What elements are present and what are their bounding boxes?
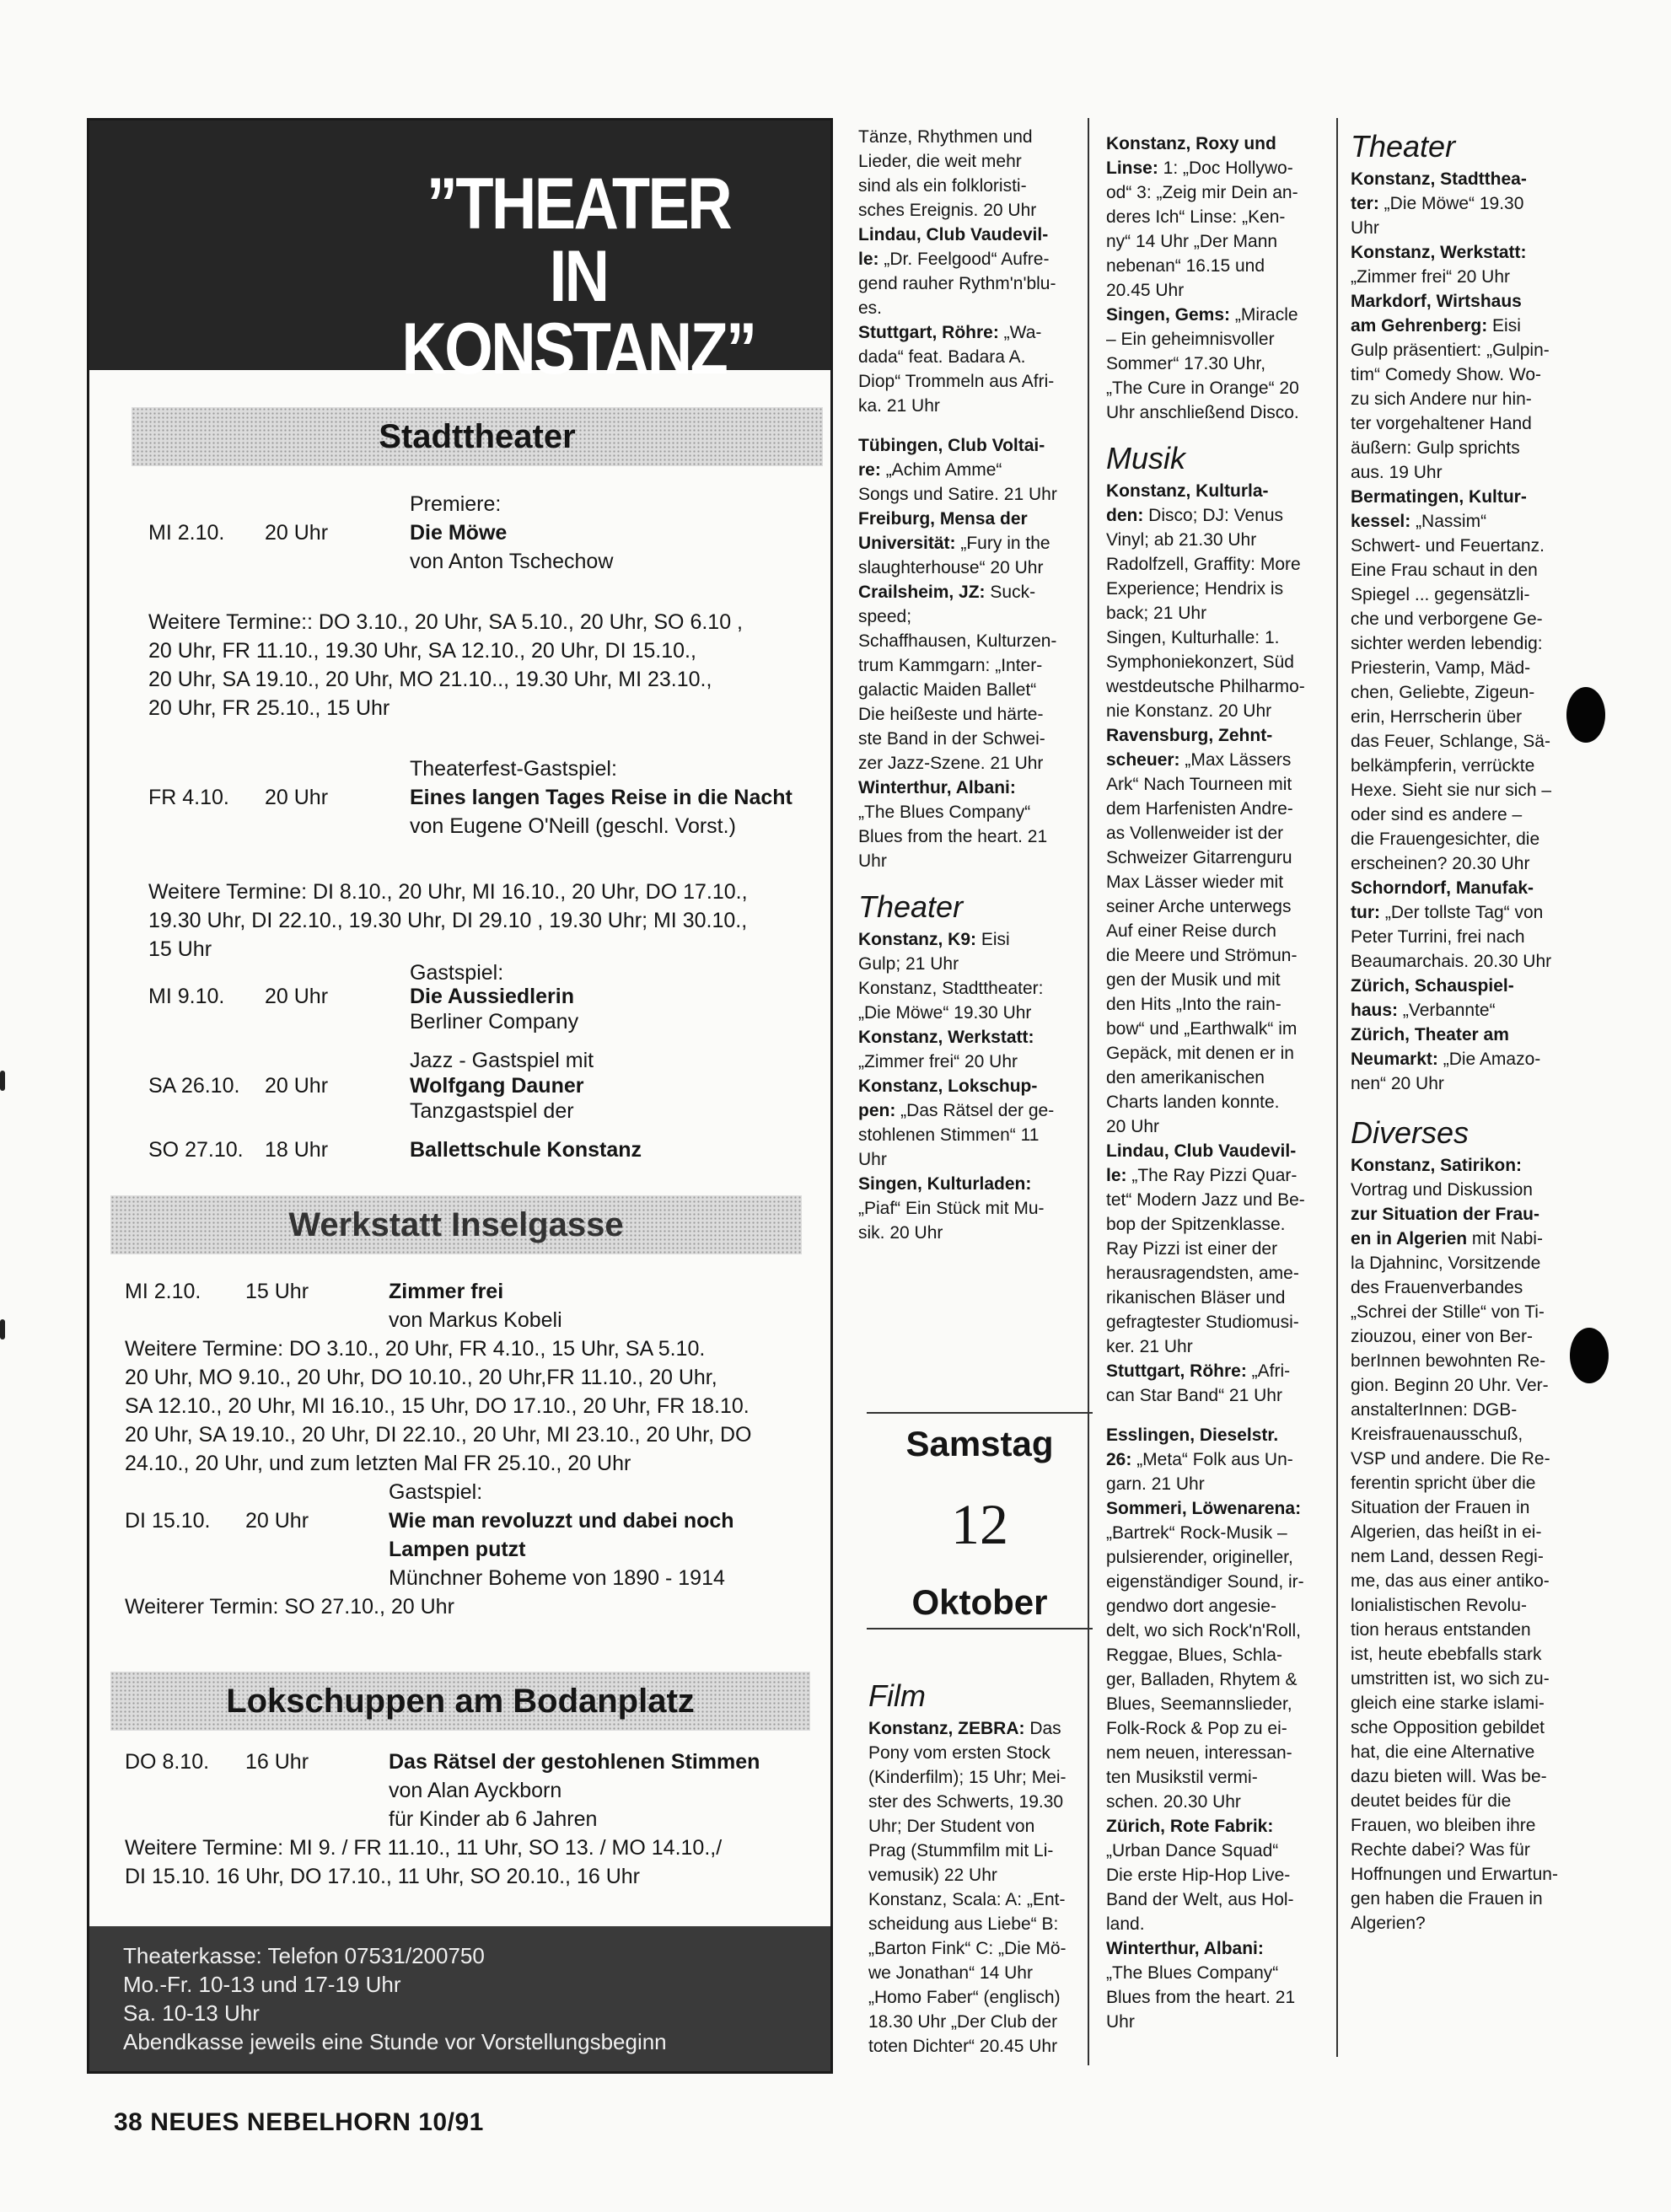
- event-title: Ballettschule Konstanz: [410, 1138, 642, 1162]
- listing-entry: [858, 776, 1090, 873]
- entry-body: Tänze, Rhythmen und Lieder, die weit mehr sind als ein folkloristi- sches Ereignis. 20 Uhr: [858, 127, 1037, 220]
- ad-title-line2: IN KONSTANZ”: [401, 236, 755, 389]
- entry-body: „Afri- can Star Band“ 21 Uhr: [1106, 1361, 1291, 1405]
- listing-entry: [858, 320, 1090, 418]
- scan-edge-mark: [0, 1071, 5, 1091]
- event-title: Wolfgang Dauner: [410, 1074, 584, 1098]
- event-day: MI 9.10.: [148, 985, 225, 1008]
- more-dates: Weiterer Termin: SO 27.10., 20 Uhr: [125, 1595, 454, 1619]
- entry-venue: Konstanz, Stadtthea- ter:: [1351, 169, 1527, 213]
- listing-entry: [1106, 723, 1334, 1139]
- listing-entry: [1351, 485, 1587, 876]
- entry-venue: Lindau, Club Vaudevil- le:: [1106, 1141, 1297, 1185]
- listing-entry: [858, 507, 1090, 580]
- section-heading-theater: Theater: [1351, 129, 1456, 164]
- entry-body: „Urban Dance Squad“ Die erste Hip-Hop Live- Band der Welt, aus Hol- land.: [1106, 1841, 1294, 1934]
- event-day: DO 8.10.: [125, 1750, 210, 1774]
- date-box-rule: [867, 1628, 1093, 1629]
- event-day: FR 4.10.: [148, 786, 229, 809]
- listing-entry: [1351, 289, 1587, 485]
- section-heading-musik: Musik: [1106, 441, 1186, 475]
- punch-hole-mark: [1566, 687, 1605, 743]
- entry-body: „Zimmer frei“ 20 Uhr: [858, 1052, 1018, 1071]
- event-sub: Münchner Boheme von 1890 - 1914: [389, 1566, 725, 1590]
- entry-venue: Zürich, Rote Fabrik:: [1106, 1817, 1274, 1836]
- entry-venue: Bermatingen, Kultur- kessel:: [1351, 487, 1527, 531]
- entry-venue: Freiburg, Mensa der Universität:: [858, 509, 1028, 553]
- date-box: [867, 1412, 1093, 1629]
- entry-body-cont: mit Nabi- la Djahninc, Vorsitzende des Frauenverbandes „Schrei der Stille“ von Ti- ziouzou, einer von Ber- berInnen bewohnten Re- gion. Beginn 20 Uhr. Ver- anstalterInnen: DGB- Kreisfrauenausschuß, VSP und andere. Die Re- ferentin spricht über die Situation der Frauen in Algerien, das heißt in ei- nem Land, dessen Regi- me, das aus einer antiko- lonialistischen Revolu- tion heraus entstanden ist, heute ebebfalls stark umstritten ist, wo sich zu- gleich eine starke islami- sche Opposition gebildet hat, die eine Alternative dazu bieten will. Was be- deutet beides für die Frauen, wo bleiben ihre Rechte dabei? Was für Hoffnungen und Erwartun- gen haben die Frauen in Algerien?: [1351, 1229, 1558, 1933]
- entry-body: „Achim Amme“ Songs und Satire. 21 Uhr: [858, 460, 1057, 504]
- event-intro: Gastspiel:: [389, 1480, 483, 1504]
- entry-body: „Bartrek“ Rock-Musik – pulsierender, origineller, eigenständiger Sound, ir- gendwo dort angesie- delt, wo sich Rock'n'Roll, Reggae, Blues, Schla- ger, Balladen, Rhytem & Blues, Seemannslieder, Folk-Rock & Pop zu ei- nem neuen, interessan- ten Musikstil vermi- schen. 20.30 Uhr: [1106, 1523, 1304, 1812]
- section-heading-film: Film: [868, 1678, 926, 1713]
- event-day: DI 15.10.: [125, 1509, 211, 1533]
- event-sub2: für Kinder ab 6 Jahren: [389, 1807, 598, 1831]
- event-title: Wie man revoluzzt und dabei noch: [389, 1509, 734, 1533]
- box-office-hours-week: Mo.-Fr. 10-13 und 17-19 Uhr: [123, 1972, 401, 1997]
- event-intro: Gastspiel:: [410, 961, 504, 985]
- box-office-info: [89, 1926, 830, 2071]
- listing-entry: [1351, 167, 1587, 240]
- event-time: 16 Uhr: [245, 1750, 309, 1774]
- entry-venue: Zürich, Schauspiel- haus:: [1351, 976, 1514, 1020]
- entry-venue: Konstanz, Kulturla- den:: [1106, 481, 1269, 525]
- section-heading-theater: Theater: [858, 889, 964, 924]
- punch-hole-mark: [1570, 1328, 1609, 1383]
- evening-box-office: Abendkasse jeweils eine Stunde vor Vorstellungsbeginn: [123, 2029, 667, 2054]
- entry-venue: Konstanz, Lokschup- pen:: [858, 1076, 1038, 1120]
- entry-body: Vortrag und Diskussion: [1351, 1180, 1533, 1200]
- event-sub: von Markus Kobeli: [389, 1308, 562, 1332]
- entry-body: „Nassim“ Schwert- und Feuertanz. Eine Frau schaut in den Spiegel ... gegensätzli- che und verborgene Ge- sichter werden lebendig: Priesterin, Vamp, Mäd- chen, Geliebte, Zigeun- erin, Herrscherin über das Feuer, Schlange, Sä- belkämpferin, verrückte Hexe. Sieht sie nur sich – oder sind es andere – die Frauengesichter, die erscheinen? 20.30 Uhr: [1351, 512, 1552, 873]
- listing-entry: [1351, 240, 1587, 289]
- listing-column-1: [858, 125, 1090, 1245]
- entry-body: „Miracle – Ein geheimnisvoller Sommer“ 17.30 Uhr, „The Cure in Orange“ 20 Uhr anschließend Disco.: [1106, 305, 1299, 422]
- entry-body: „The Ray Pizzi Quar- tet“ Modern Jazz und Be- bop der Spitzenklasse. Ray Pizzi ist einer der herausragendsten, ame- rikanischen Bläser und gefragtester Studiomusi- ker. 21 Uhr: [1106, 1166, 1305, 1356]
- listing-entry: [1351, 1023, 1587, 1096]
- listing-entry: [1106, 479, 1334, 723]
- event-intro: Theaterfest-Gastspiel:: [410, 757, 617, 781]
- entry-venue: Stuttgart, Röhre:: [858, 323, 999, 342]
- entry-body: „Zimmer frei“ 20 Uhr: [1351, 267, 1511, 287]
- entry-body: „Der tollste Tag“ von Peter Turrini, frei nach Beaumarchais. 20.30 Uhr: [1351, 903, 1552, 971]
- entry-body: Disco; DJ: Venus Vinyl; ab 21.30 Uhr Radolfzell, Graffity: More Experience; Hendrix is back; 21 Uhr Singen, Kulturhalle: 1. Symphoniekonzert, Süd westdeutsche Philharmo- nie Konstanz. 20 Uhr: [1106, 506, 1305, 721]
- scan-edge-mark: [0, 1319, 5, 1340]
- listing-entry: [1351, 974, 1587, 1023]
- listing-entry: [1106, 1139, 1334, 1359]
- entry-venue: Tübingen, Club Voltai- re:: [858, 436, 1045, 480]
- entry-body: „Das Rätsel der ge- stohlenen Stimmen“ 11 Uhr: [858, 1101, 1055, 1169]
- entry-venue: Singen, Kulturladen:: [858, 1174, 1032, 1194]
- entry-venue: Winterthur, Albani:: [1106, 1939, 1264, 1958]
- listing-entry: [1106, 1936, 1334, 2034]
- date-weekday: Samstag: [905, 1424, 1054, 1463]
- entry-venue: Esslingen, Dieselstr. 26:: [1106, 1425, 1279, 1469]
- event-title: Die Möwe: [410, 521, 508, 545]
- entry-body: 1: „Doc Hollywo- od“ 3: „Zeig mir Dein an- deres Ich“ Linse: „Ken- ny“ 14 Uhr „Der Mann nebenan“ 16.15 und 20.45 Uhr: [1106, 158, 1298, 300]
- entry-body: Eisi Gulp; 21 Uhr Konstanz, Stadttheater: „Die Möwe“ 19.30 Uhr: [858, 930, 1044, 1023]
- event-title: Das Rätsel der gestohlenen Stimmen: [389, 1750, 760, 1774]
- entry-body: „The Blues Company“ Blues from the heart. 21 Uhr: [858, 803, 1048, 871]
- entry-body: „Dr. Feelgood“ Aufre- gend rauher Rythm'n'blu- es.: [858, 250, 1056, 318]
- event-time: 20 Uhr: [265, 786, 329, 809]
- entry-venue: Konstanz, Werkstatt:: [1351, 243, 1527, 262]
- entry-venue: Konstanz, Werkstatt:: [858, 1028, 1034, 1047]
- event-intro: Premiere:: [410, 492, 502, 516]
- entry-body: „Max Lässers Ark“ Nach Tourneen mit dem Harfenisten Andre- as Vollenweider ist der Schweizer Gitarrenguru Max Lässer wieder mit seiner Arche unterwegs Auf einer Reise durch die Meere und Strömun- gen der Musik und mit den Hits „Into the rain- bow“ und „Earthwalk“ im Gepäck, mit denen er in den amerikanischen Charts landen konnte. 20 Uhr: [1106, 750, 1298, 1136]
- event-time: 20 Uhr: [265, 1074, 329, 1098]
- entry-body: „Meta“ Folk aus Un- garn. 21 Uhr: [1106, 1450, 1293, 1494]
- event-time: 20 Uhr: [265, 985, 329, 1008]
- ad-header: [89, 121, 830, 389]
- event-time: 15 Uhr: [245, 1280, 309, 1303]
- event-title: Eines langen Tages Reise in die Nacht: [410, 786, 793, 809]
- entry-venue: Singen, Gems:: [1106, 305, 1231, 325]
- listing-entry: [1106, 1814, 1334, 1936]
- listing-entry: [1351, 876, 1587, 974]
- entry-venue: Konstanz, Roxy und Linse:: [1106, 134, 1276, 178]
- box-office-phone: Theaterkasse: Telefon 07531/200750: [123, 1943, 485, 1968]
- listing-entry: [858, 927, 1090, 1025]
- entry-venue: Winterthur, Albani:: [858, 778, 1016, 797]
- listing-entry: [858, 125, 1090, 223]
- ad-title-line1: ”THEATER: [426, 164, 731, 244]
- event-time: 20 Uhr: [245, 1509, 309, 1533]
- listing-entry: [858, 1172, 1090, 1245]
- ad-title: [368, 164, 789, 389]
- more-dates: Weitere Termine:: DO 3.10., 20 Uhr, SA 5.10., 20 Uhr, SO 6.10 , 20 Uhr, FR 11.10., 19.30 Uhr, SA 12.10., 20 Uhr, DI 15.10., 20 Uhr, SA 19.10., 20 Uhr, MO 21.10.., 19.30 Uhr, MI 23.10., 20 Uhr, FR 25.10., 15 Uhr: [148, 610, 743, 720]
- entry-body: Das Pony vom ersten Stock (Kinderfilm); 15 Uhr; Mei- ster des Schwerts, 19.30 Uhr; Der Student von Prag (Stummfilm mit Li- vemusik) 22 Uhr Konstanz, Scala: A: „Ent- scheidung aus Liebe“ B: „Barton Fink“ C: „Die Mö- we Jonathan“ 14 Uhr „Homo Faber“ (englisch) 18.30 Uhr „Der Club der toten Dichter“ 20.45 Uhr: [868, 1719, 1067, 2056]
- entry-body: „Piaf“ Ein Stück mit Mu- sik. 20 Uhr: [858, 1199, 1045, 1243]
- listing-entry: [1106, 303, 1334, 425]
- entry-venue: Konstanz, ZEBRA:: [868, 1719, 1025, 1738]
- event-day: MI 2.10.: [125, 1280, 201, 1303]
- more-dates: Weitere Termine: MI 9. / FR 11.10., 11 Uhr, SO 13. / MO 14.10.,/ DI 15.10. 16 Uhr, DO 17.10., 11 Uhr, SO 20.10., 16 Uhr: [125, 1836, 723, 1888]
- entry-venue: Ravensburg, Zehnt- scheuer:: [1106, 726, 1273, 770]
- entry-venue: Sommeri, Löwenarena:: [1106, 1499, 1302, 1518]
- listing-entry: [1106, 132, 1334, 303]
- entry-venue: Schorndorf, Manufak- tur:: [1351, 878, 1534, 922]
- date-day-number: 12: [951, 1492, 1008, 1556]
- listing-entry: [858, 223, 1090, 320]
- event-title: Die Aussiedlerin: [410, 985, 574, 1008]
- entry-body: Suck- speed; Schaffhausen, Kulturzen- trum Kammgarn: „Inter- galactic Maiden Ballet“ Die heißeste und härte- ste Band in der Schwei- zer Jazz-Szene. 21 Uhr: [858, 583, 1057, 773]
- event-sub: Berliner Company: [410, 1010, 579, 1034]
- event-intro: Jazz - Gastspiel mit: [410, 1049, 594, 1072]
- event-time: 18 Uhr: [265, 1138, 329, 1162]
- entry-venue: Markdorf, Wirtshaus am Gehrenberg:: [1351, 292, 1522, 336]
- column-rule: [1336, 118, 1338, 2057]
- event-title-cont: Lampen putzt: [389, 1538, 526, 1561]
- entry-venue: Lindau, Club Vaudevil- le:: [858, 225, 1049, 269]
- event-day: SO 27.10.: [148, 1138, 244, 1162]
- listing-entry: [858, 433, 1090, 507]
- listing-column-2: [1106, 132, 1334, 2049]
- event-sub: Tanzgastspiel der: [410, 1099, 574, 1123]
- section-heading-diverses: Diverses: [1351, 1115, 1470, 1150]
- event-title: Zimmer frei: [389, 1280, 504, 1303]
- listing-entry: [858, 1025, 1090, 1074]
- entry-body: „Die Möwe“ 19.30 Uhr: [1351, 194, 1524, 238]
- section-band-stadttheater: Stadttheater: [132, 407, 823, 466]
- listing-column-3: [1351, 128, 1587, 1951]
- section-band-lokschuppen: Lokschuppen am Bodanplatz: [110, 1672, 810, 1731]
- page-footer: 38 NEUES NEBELHORN 10/91: [114, 2108, 484, 2136]
- date-box-rule: [867, 1412, 1093, 1414]
- event-day: SA 26.10.: [148, 1074, 240, 1098]
- listing-entry: [868, 1716, 1096, 2059]
- listing-entry: [858, 1074, 1090, 1172]
- entry-body: „Die Amazo- nen“ 20 Uhr: [1351, 1050, 1541, 1093]
- entry-venue: Stuttgart, Röhre:: [1106, 1361, 1247, 1381]
- box-office-hours-sat: Sa. 10-13 Uhr: [123, 2000, 260, 2026]
- more-dates: Weitere Termine: DO 3.10., 20 Uhr, FR 4.10., 15 Uhr, SA 5.10. 20 Uhr, MO 9.10., 20 Uhr, DO 10.10., 20 Uhr,FR 11.10., 20 Uhr, SA 12.10., 20 Uhr, MI 16.10., 15 Uhr, DO 17.10., 20 Uhr, FR 18.10. 20 Uhr, SA 19.10., 20 Uhr, DI 22.10., 20 Uhr, MI 23.10., 20 Uhr, DO 24.10., 20 Uhr, und zum letzten Mal FR 25.10., 20 Uhr: [125, 1337, 752, 1475]
- listing-entry: [1106, 1359, 1334, 1408]
- film-listings: [868, 1678, 1096, 2074]
- entry-body: „The Blues Company“ Blues from the heart. 21 Uhr: [1106, 1963, 1296, 2032]
- entry-topic: zur Situation der Frau- en in Algerien: [1351, 1205, 1540, 1248]
- entry-body: „Wa- dada“ feat. Badara A. Diop“ Trommeln aus Afri- ka. 21 Uhr: [858, 323, 1055, 416]
- entry-body: „Fury in the slaughterhouse“ 20 Uhr: [858, 534, 1050, 577]
- listing-entry: [1106, 1423, 1334, 1496]
- entry-venue: Zürich, Theater am Neumarkt:: [1351, 1025, 1509, 1069]
- theater-konstanz-ad: [87, 118, 833, 2074]
- entry-venue: Konstanz, Satirikon:: [1351, 1156, 1523, 1175]
- event-sub: von Anton Tschechow: [410, 550, 614, 573]
- entry-body: „Verbannte“: [1398, 1001, 1496, 1020]
- date-month: Oktober: [911, 1582, 1048, 1622]
- listing-entry: [1106, 1496, 1334, 1814]
- event-day: MI 2.10.: [148, 521, 225, 545]
- event-sub: von Alan Ayckborn: [389, 1779, 562, 1802]
- entry-venue: Crailsheim, JZ:: [858, 583, 986, 602]
- section-band-werkstatt: Werkstatt Inselgasse: [110, 1195, 802, 1254]
- event-time: 20 Uhr: [265, 521, 329, 545]
- listing-entry: [858, 580, 1090, 776]
- entry-venue: Konstanz, K9:: [858, 930, 977, 949]
- more-dates: Weitere Termine: DI 8.10., 20 Uhr, MI 16.10., 20 Uhr, DO 17.10., 19.30 Uhr, DI 22.10., 19.30 Uhr, DI 29.10 , 19.30 Uhr; MI 30.10., 15 Uhr: [148, 880, 748, 961]
- listing-entry: [1351, 1153, 1587, 1936]
- entry-body: Eisi Gulp präsentiert: „Gulpin- tim“ Comedy Show. Wo- zu sich Andere nur hin- ter vorgehaltener Hand äußern: Gulp sprichts aus. 19 Uhr: [1351, 316, 1550, 482]
- event-sub: von Eugene O'Neill (geschl. Vorst.): [410, 814, 736, 838]
